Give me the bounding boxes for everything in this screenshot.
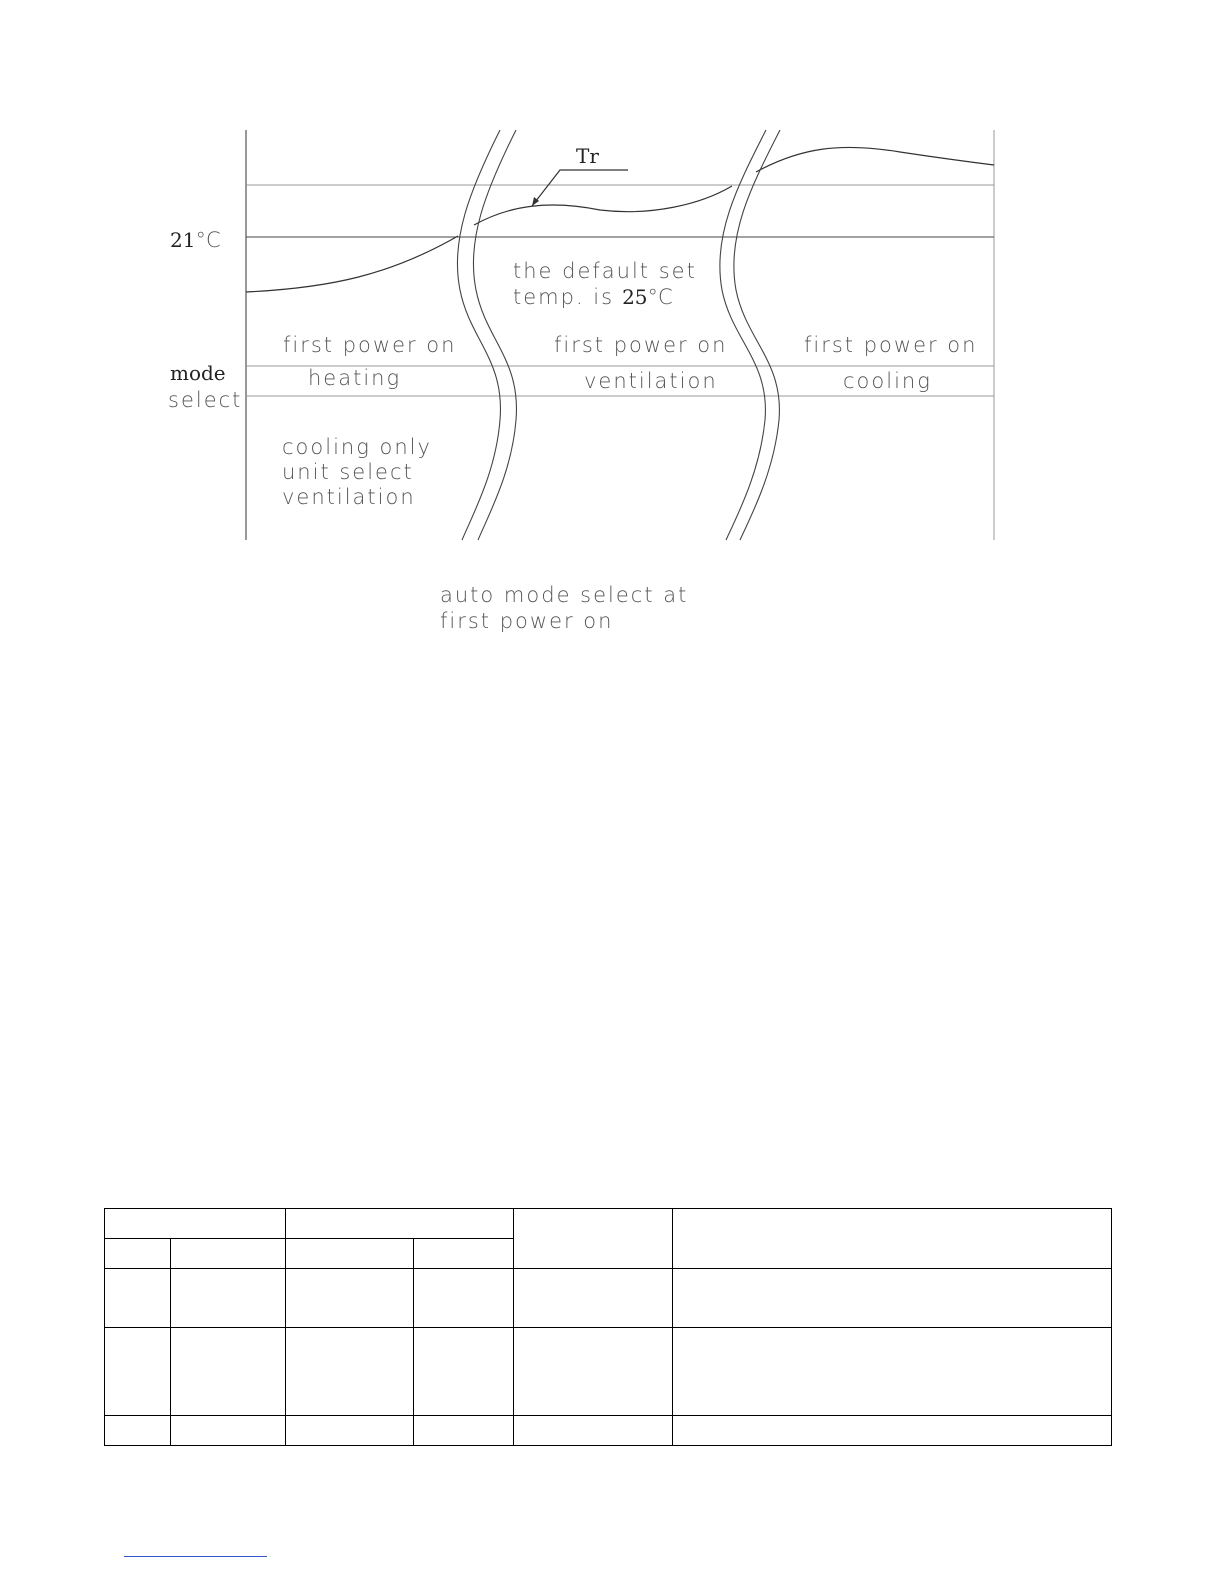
tr-curve-segment-3 — [756, 147, 994, 172]
ventilation-zone-mode: ventilation — [584, 369, 718, 393]
table-cell — [286, 1269, 414, 1328]
table-cell — [105, 1328, 171, 1416]
cooling-zone-line1: first power on — [804, 333, 978, 357]
table-header-cell — [105, 1209, 286, 1239]
caption-line2: first power on — [440, 609, 614, 633]
table-cell — [171, 1328, 286, 1416]
heating-zone-line1: first power on — [283, 333, 457, 357]
table-cell — [673, 1416, 1112, 1446]
table-header-cell — [514, 1209, 673, 1269]
table-cell — [414, 1416, 514, 1446]
table-header-cell — [286, 1209, 514, 1239]
heating-zone-mode: heating — [308, 366, 402, 390]
table-subheader-cell — [105, 1239, 171, 1269]
default-setpoint-line1: the default set — [513, 259, 697, 283]
tr-label: Tr — [576, 144, 599, 168]
cooling-note-line1: cooling only — [282, 435, 432, 459]
tr-curve-segment-1 — [246, 236, 458, 292]
table-cell — [673, 1328, 1112, 1416]
cooling-zone-mode: cooling — [843, 369, 932, 393]
table-row — [105, 1416, 1112, 1446]
default-setpoint-line2: temp. is 25°C — [513, 285, 673, 309]
table-cell — [414, 1328, 514, 1416]
table-subheader-cell — [171, 1239, 286, 1269]
ventilation-zone-line1: first power on — [554, 333, 728, 357]
table-header-row-1 — [105, 1209, 1112, 1239]
table-cell — [171, 1269, 286, 1328]
table-cell — [105, 1269, 171, 1328]
tr-curve-segment-2 — [474, 186, 732, 225]
table-cell — [514, 1416, 673, 1446]
cooling-note-line3: ventilation — [282, 485, 416, 509]
blank-table — [104, 1208, 1112, 1446]
table-row — [105, 1328, 1112, 1416]
caption-line1: auto mode select at — [440, 583, 689, 607]
table-cell — [171, 1416, 286, 1446]
table-subheader-cell — [414, 1239, 514, 1269]
table-cell — [673, 1269, 1112, 1328]
break-line-2b — [734, 130, 780, 540]
auto-mode-diagram — [0, 0, 1224, 700]
table-cell — [286, 1416, 414, 1446]
table-cell — [514, 1328, 673, 1416]
cooling-note-line2: unit select — [282, 460, 414, 484]
mode-label: mode — [170, 361, 226, 385]
table-header-cell — [673, 1209, 1112, 1269]
table-subheader-cell — [286, 1239, 414, 1269]
table-row — [105, 1269, 1112, 1328]
table-cell — [514, 1269, 673, 1328]
break-line-1a — [457, 130, 500, 540]
break-line-1b — [473, 130, 516, 540]
select-label: select — [168, 388, 243, 412]
table-cell — [286, 1328, 414, 1416]
footer-link-underline[interactable] — [124, 1556, 267, 1557]
table-cell — [414, 1269, 514, 1328]
tr-leader-line — [532, 170, 628, 206]
table-cell — [105, 1416, 171, 1446]
temp-21-label: 21°C — [170, 228, 221, 252]
